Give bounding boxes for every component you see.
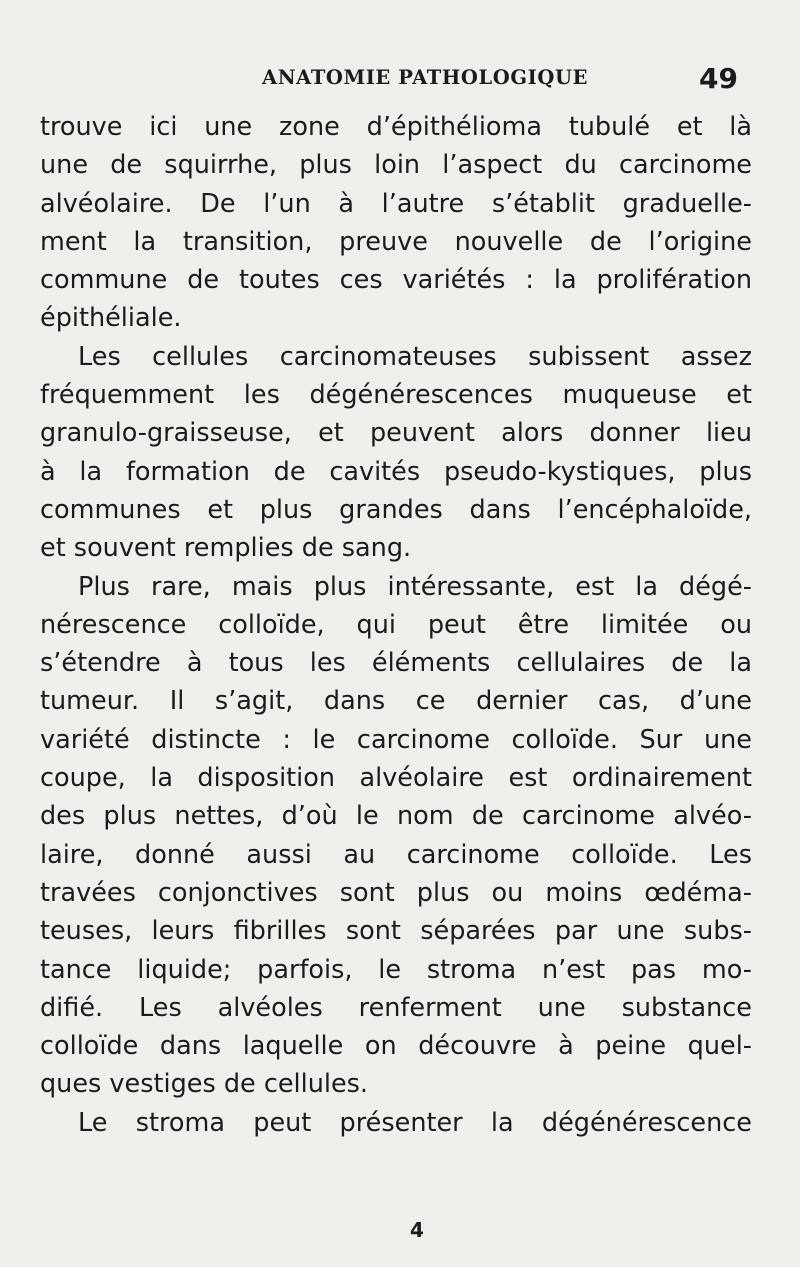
text-line: colloïde dans laquelle on découvre à peine quel- — [40, 1031, 752, 1062]
text-line: alvéolaire. De l’un à l’autre s’établit graduelle- — [40, 188, 752, 219]
text-line: à la formation de cavités pseudo-kystiques, plus — [40, 456, 752, 487]
text-line: une de squirrhe, plus loin l’aspect du carcinome — [40, 150, 752, 181]
text-line: fréquemment les dégénérescences muqueuse et — [40, 380, 752, 411]
paragraph-start-line: Plus rare, mais plus intéressante, est la dégé- — [78, 571, 752, 602]
text-line: des plus nettes, d’où le nom de carcinome alvéo- — [40, 801, 752, 832]
text-line: commune de toutes ces variétés : la prolifération — [40, 265, 752, 296]
running-title: ANATOMIE PATHOLOGIQUE — [262, 66, 589, 89]
page-number: 49 — [699, 62, 738, 95]
text-line: s’étendre à tous les éléments cellulaires de la — [40, 648, 752, 679]
text-line: laire, donné aussi au carcinome colloïde. Les — [40, 839, 752, 870]
text-line: tumeur. Il s’agit, dans ce dernier cas, d’une — [40, 686, 752, 717]
text-line: granulo-graisseuse, et peuvent alors donner lieu — [40, 418, 752, 449]
text-line: difié. Les alvéoles renferment une substance — [40, 992, 752, 1023]
body-text — [40, 108, 752, 1142]
text-line: trouve ici une zone d’épithélioma tubulé et là — [40, 112, 752, 142]
text-line: nérescence colloïde, qui peut être limitée ou — [40, 609, 752, 640]
text-line: ques vestiges de cellules. — [40, 1069, 369, 1100]
running-head — [262, 62, 738, 102]
text-line: ment la transition, preuve nouvelle de l’origine — [40, 226, 752, 257]
text-line: tance liquide; parfois, le stroma n’est pas mo- — [40, 954, 752, 985]
text-line: épithéliale. — [40, 303, 182, 334]
signature-mark: 4 — [410, 1218, 424, 1242]
text-line: et souvent remplies de sang. — [40, 533, 412, 564]
text-line: travées conjonctives sont plus ou moins œdéma- — [40, 877, 752, 908]
paragraph-start-line: Les cellules carcinomateuses subissent assez — [78, 341, 752, 372]
text-line: teuses, leurs fibrilles sont séparées par une subs- — [40, 916, 752, 947]
text-line: communes et plus grandes dans l’encéphaloïde, — [40, 494, 752, 525]
paragraph-start-line: Le stroma peut présenter la dégénérescence — [78, 1107, 752, 1138]
text-line: variété distincte : le carcinome colloïde. Sur une — [40, 724, 752, 755]
text-line: coupe, la disposition alvéolaire est ordinairement — [40, 763, 752, 794]
